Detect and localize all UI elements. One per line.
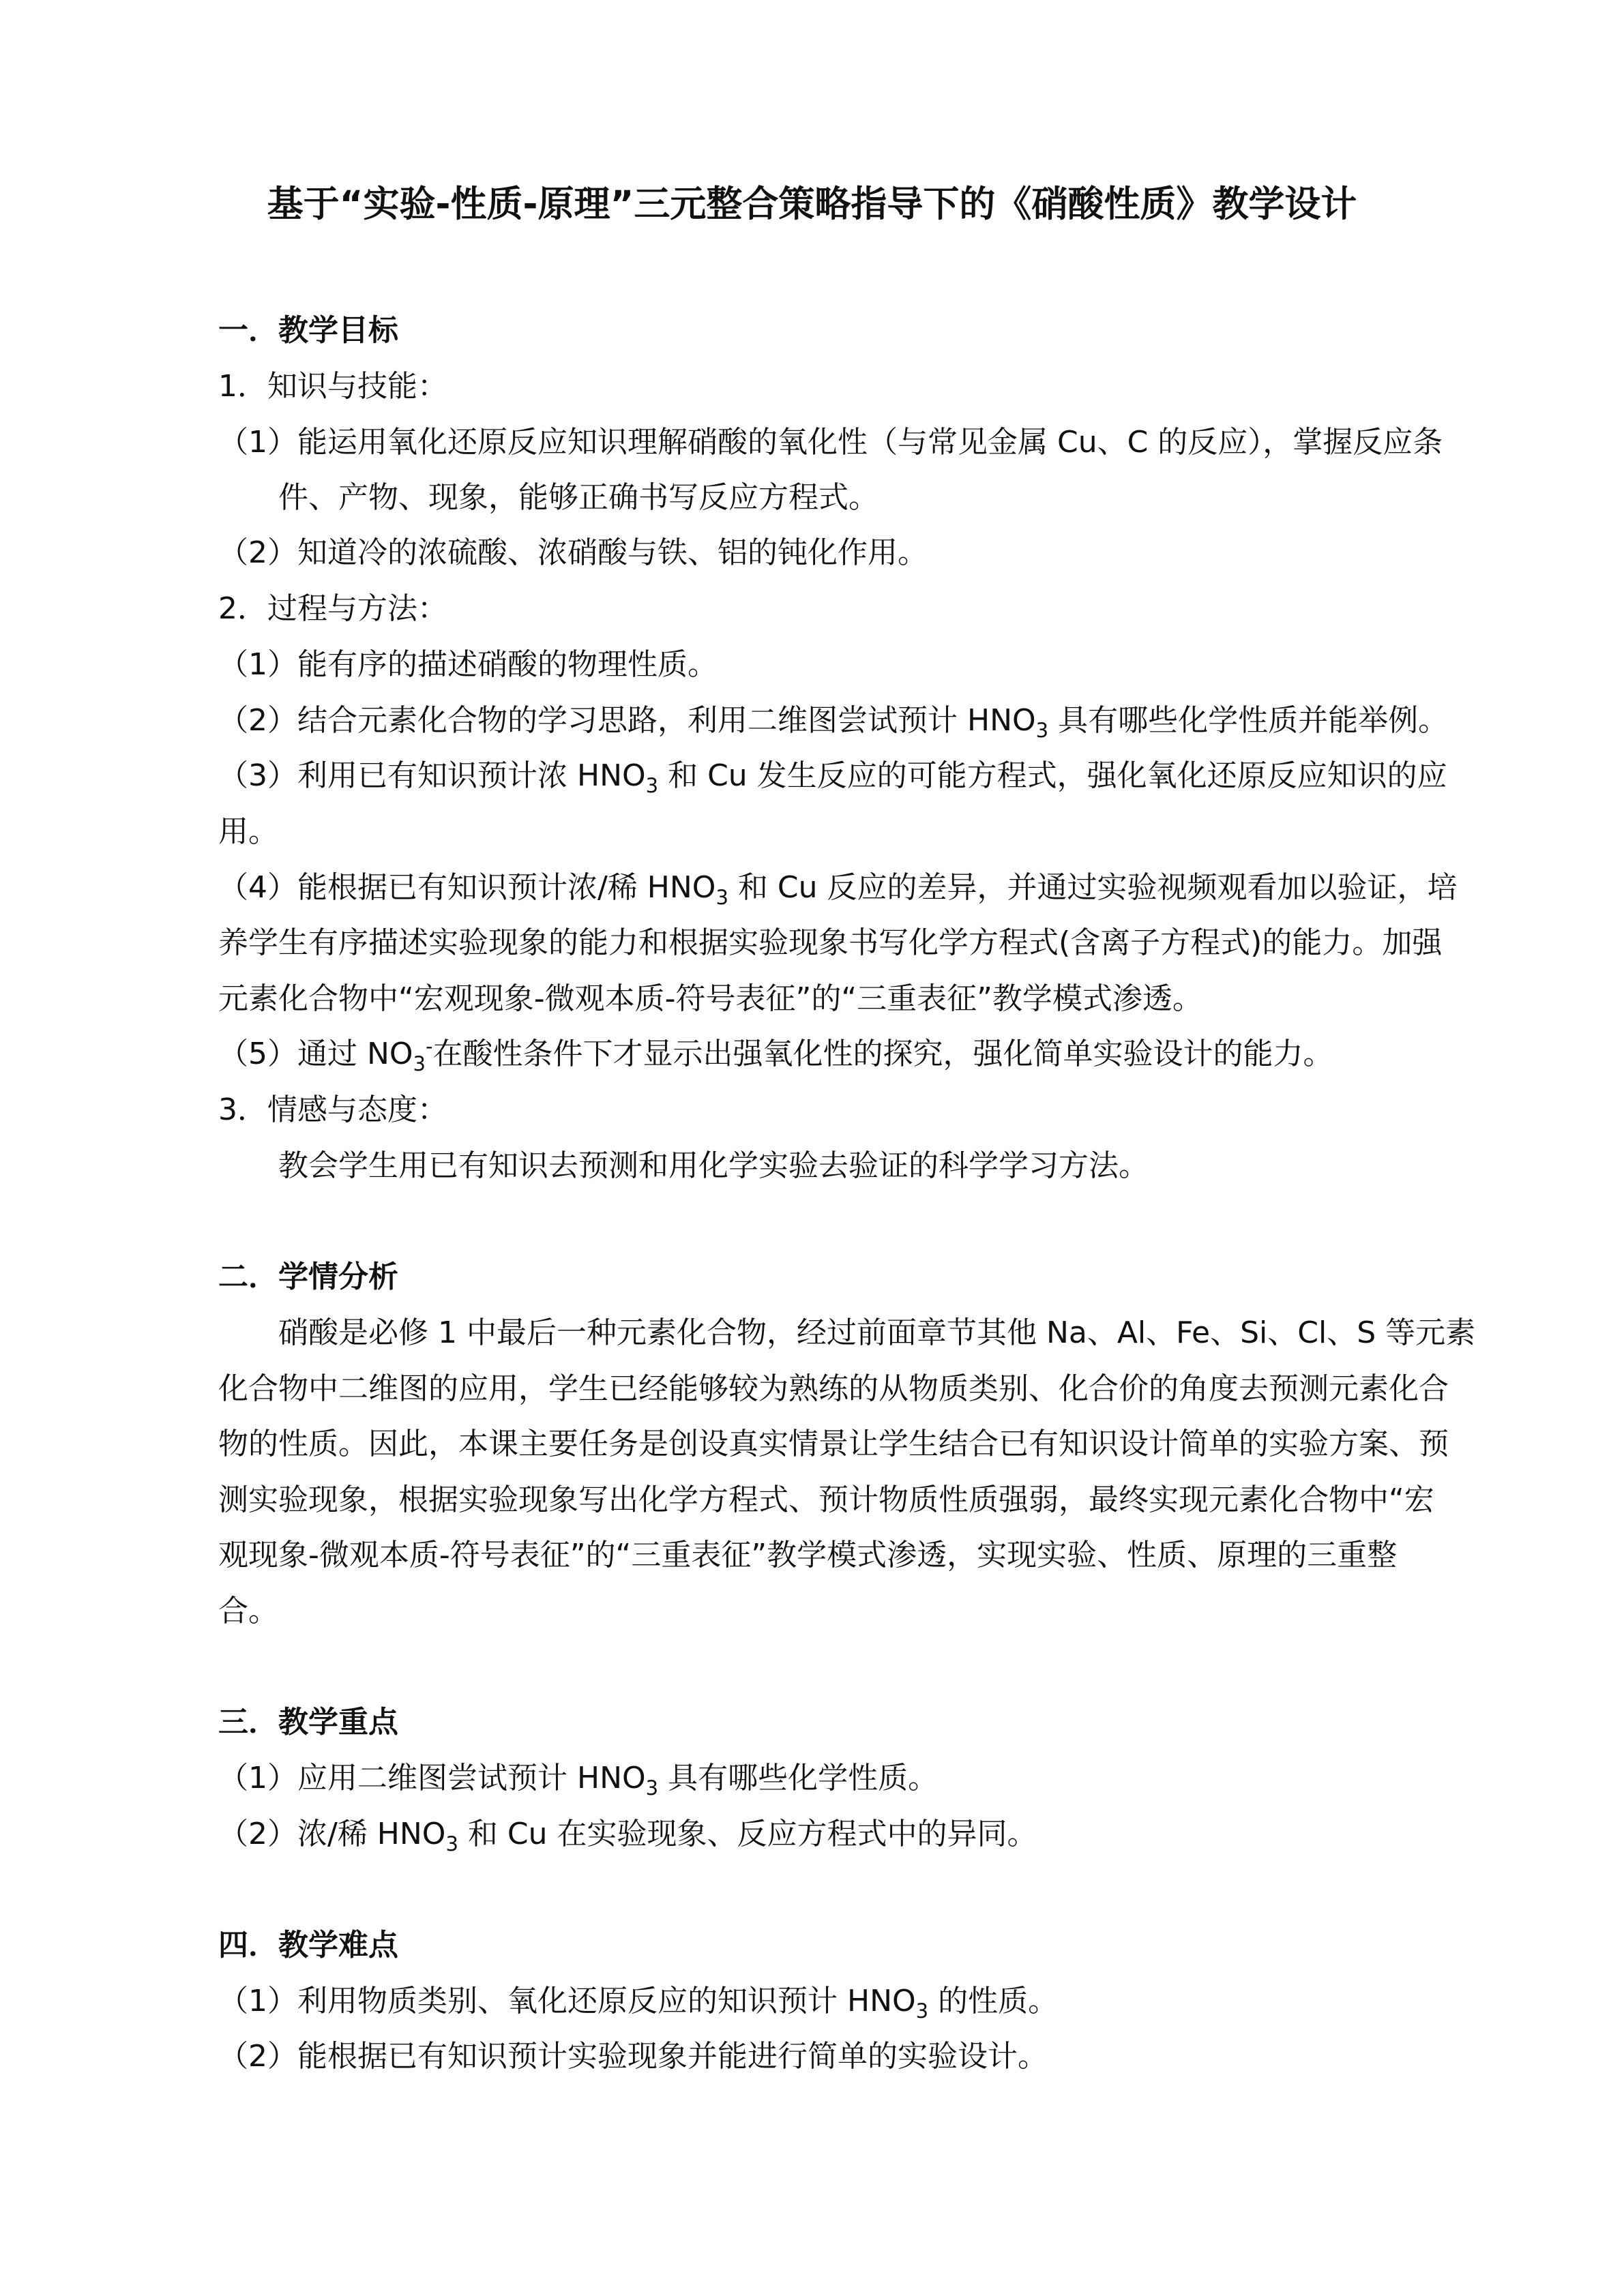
teaching-difficulty-item-2: （2）能根据已有知识预计实验现象并能进行简单的实验设计。 xyxy=(218,2039,1048,2074)
learning-analysis-line: 测实验现象，根据实验现象写出化学方程式、预计物质性质强弱，最终实现元素化合物中“宏 xyxy=(218,1482,1434,1517)
process-item-3-line-1: （3）利用已有知识预计浓 $HNO_3$ 和 Cu 发生反应的可能方程式，强化氧化还原反应知识的应 xyxy=(218,758,1447,797)
process-item-5: （5）通过 $NO_3^-$在酸性条件下才显示出强氧化性的探究，强化简单实验设计的能力。 xyxy=(218,1034,1333,1075)
learning-analysis-line: 观现象-微观本质-符号表征”的“三重表征”教学模式渗透，实现实验、性质、原理的三重整 xyxy=(218,1538,1398,1572)
teaching-difficulty-item-1: （1）利用物质类别、氧化还原反应的知识预计 $HNO_3$ 的性质。 xyxy=(218,1984,1059,2023)
attitude-text: 教会学生用已有知识去预测和用化学实验去验证的科学学习方法。 xyxy=(278,1148,1149,1183)
section-heading-teaching-focus: 三．教学重点 xyxy=(218,1705,398,1740)
subheading-emotion-attitude: 3．情感与态度： xyxy=(218,1092,447,1127)
knowledge-item-2: （2）知道冷的浓硫酸、浓硝酸与铁、铝的钝化作用。 xyxy=(218,535,928,570)
section-heading-learning-analysis: 二．学情分析 xyxy=(218,1259,398,1294)
section-heading-teaching-objectives: 一．教学目标 xyxy=(218,313,398,348)
learning-analysis-line: 物的性质。因此，本课主要任务是创设真实情景让学生结合已有知识设计简单的实验方案、预 xyxy=(218,1427,1449,1461)
teaching-focus-item-1: （1）应用二维图尝试预计 $HNO_3$ 具有哪些化学性质。 xyxy=(218,1761,939,1800)
process-item-4-line-1: （4）能根据已有知识预计浓/稀 $HNO_3$ 和 Cu 反应的差异，并通过实验视频观看加以验证，培 xyxy=(218,870,1458,909)
process-item-4-line-2: 养学生有序描述实验现象的能力和根据实验现象书写化学方程式(含离子方程式)的能力。加强 xyxy=(218,925,1443,960)
knowledge-item-1-line-2: 件、产物、现象，能够正确书写反应方程式。 xyxy=(278,480,879,515)
knowledge-item-1-line-1: （1）能运用氧化还原反应知识理解硝酸的氧化性（与常见金属 Cu、C 的反应），掌握反应条 xyxy=(218,425,1443,460)
process-item-3-line-2: 用。 xyxy=(218,814,278,849)
learning-analysis-line: 化合物中二维图的应用，学生已经能够较为熟练的从物质类别、化合价的角度去预测元素化合 xyxy=(218,1371,1449,1406)
learning-analysis-line: 硝酸是必修 1 中最后一种元素化合物，经过前面章节其他 Na、Al、Fe、Si、Cl、S 等元素 xyxy=(278,1315,1476,1350)
process-item-2: （2）结合元素化合物的学习思路，利用二维图尝试预计 $HNO_3$ 具有哪些化学性质并能举例。 xyxy=(218,703,1449,742)
subheading-process-methods: 2．过程与方法： xyxy=(218,591,447,626)
subheading-knowledge-skills: 1．知识与技能： xyxy=(218,369,447,404)
learning-analysis-line: 合。 xyxy=(218,1594,278,1628)
process-item-4-line-3: 元素化合物中“宏观现象-微观本质-符号表征”的“三重表征”教学模式渗透。 xyxy=(218,981,1202,1016)
section-heading-teaching-difficulties: 四．教学难点 xyxy=(218,1928,398,1963)
process-item-1: （1）能有序的描述硝酸的物理性质。 xyxy=(218,647,718,682)
document-title: 基于“实验-性质-原理”三元整合策略指导下的《硝酸性质》教学设计 xyxy=(267,183,1357,225)
teaching-focus-item-2: （2）浓/稀 $HNO_3$ 和 Cu 在实验现象、反应方程式中的异同。 xyxy=(218,1817,1037,1855)
